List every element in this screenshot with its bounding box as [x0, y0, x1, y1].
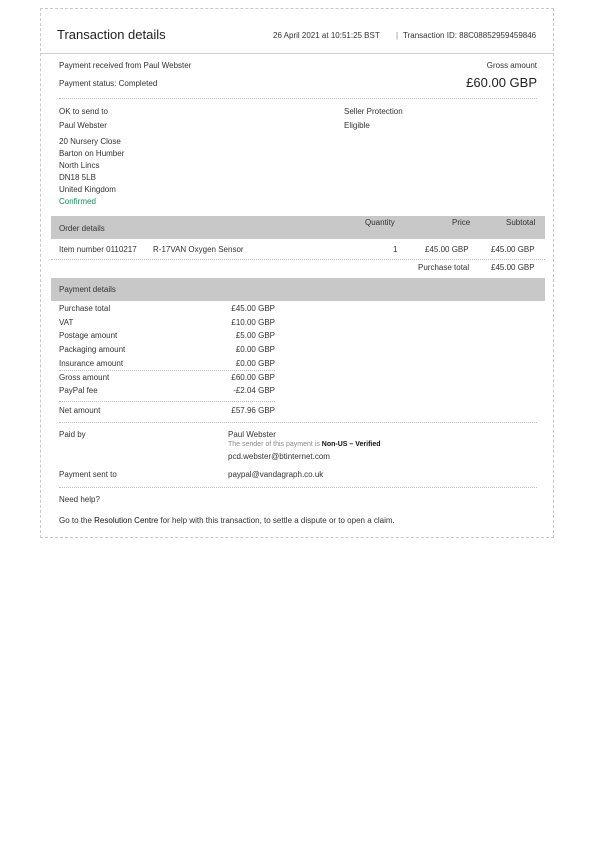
payment-row-label: VAT	[59, 318, 74, 327]
payment-row-value: £45.00 GBP	[231, 304, 275, 313]
payment-row-label: Insurance amount	[59, 359, 124, 368]
ok-to-send-label: OK to send to	[59, 107, 108, 116]
header-separator: |	[396, 31, 399, 40]
address-line: United Kingdom	[59, 185, 116, 194]
payment-net-divider	[59, 401, 275, 402]
received-from: Payment received from Paul Webster	[59, 61, 192, 70]
item-subtotal: £45.00 GBP	[491, 245, 535, 254]
sender-status-prefix: The sender of this payment is	[228, 441, 322, 448]
address-confirmed: Confirmed	[59, 197, 96, 206]
summary-divider	[59, 98, 537, 99]
payment-row-value: £60.00 GBP	[231, 373, 275, 382]
payment-row-value: £10.00 GBP	[231, 318, 275, 327]
item-quantity: 1	[393, 245, 398, 254]
column-subtotal: Subtotal	[506, 218, 536, 227]
transaction-card	[40, 8, 554, 538]
sender-status	[228, 441, 381, 448]
item-name: R-17VAN Oxygen Sensor	[153, 245, 244, 254]
resolution-centre-link[interactable]: Resolution Centre	[94, 516, 159, 525]
payment-row-label: Net amount	[59, 406, 101, 415]
order-row-divider	[51, 259, 545, 260]
payment-details-heading: Payment details	[59, 285, 116, 294]
header-divider	[41, 53, 553, 54]
transaction-datetime: 26 April 2021 at 10:51:25 BST	[273, 31, 380, 40]
help-text-post: for help with this transaction, to settle a dispute or to open a claim.	[158, 516, 395, 525]
seller-protection-label: Seller Protection	[344, 107, 403, 116]
address-line: DN18 5LB	[59, 173, 96, 182]
payment-subtotal-divider	[59, 370, 275, 371]
payment-details-header	[51, 278, 545, 301]
address-line: 20 Nursery Close	[59, 137, 121, 146]
payment-row-value: -£2.04 GBP	[233, 386, 275, 395]
payment-section-divider	[59, 422, 537, 423]
seller-protection-value: Eligible	[344, 121, 370, 130]
address-line: North Lincs	[59, 161, 100, 170]
payment-row-label: Postage amount	[59, 331, 118, 340]
recipient-email: paypal@vandagraph.co.uk	[228, 470, 324, 479]
sent-to-divider	[59, 487, 537, 488]
payment-row-label: PayPal fee	[59, 386, 98, 395]
payment-row-label: Purchase total	[59, 304, 111, 313]
payment-row-value: £5.00 GBP	[235, 331, 275, 340]
transaction-id: Transaction ID: 88C08852959459846	[403, 31, 537, 40]
payer-name: Paul Webster	[228, 430, 276, 439]
payer-email: pcd.webster@btinternet.com	[228, 452, 330, 461]
column-price: Price	[452, 218, 471, 227]
payment-row-label: Gross amount	[59, 373, 110, 382]
payment-row-value: £0.00 GBP	[235, 359, 275, 368]
payment-row-value: £57.96 GBP	[231, 406, 275, 415]
payment-row-label: Packaging amount	[59, 345, 126, 354]
payment-status-label: Payment status:	[59, 79, 119, 88]
gross-amount-value: £60.00 GBP	[466, 75, 537, 90]
payment-status-value: Completed	[118, 79, 158, 88]
item-price: £45.00 GBP	[425, 245, 469, 254]
column-quantity: Quantity	[365, 218, 395, 227]
address-line: Barton on Humber	[59, 149, 125, 158]
recipient-name: Paul Webster	[59, 121, 107, 130]
order-details-heading: Order details	[59, 224, 105, 233]
payment-row-value: £0.00 GBP	[235, 345, 275, 354]
purchase-total-value: £45.00 GBP	[491, 263, 535, 272]
sender-status-value: Non-US – Verified	[321, 441, 381, 448]
purchase-total-label: Purchase total	[418, 263, 470, 272]
help-text	[59, 516, 395, 525]
item-number: Item number 0110217	[59, 245, 137, 254]
gross-amount-label: Gross amount	[486, 61, 537, 70]
paid-by-label: Paid by	[59, 430, 86, 439]
page-title: Transaction details	[57, 27, 166, 42]
payment-status	[59, 79, 157, 88]
payment-sent-to-label: Payment sent to	[59, 470, 117, 479]
need-help-heading: Need help?	[59, 495, 100, 504]
help-text-pre: Go to the	[59, 516, 95, 525]
order-details-header	[51, 216, 545, 239]
